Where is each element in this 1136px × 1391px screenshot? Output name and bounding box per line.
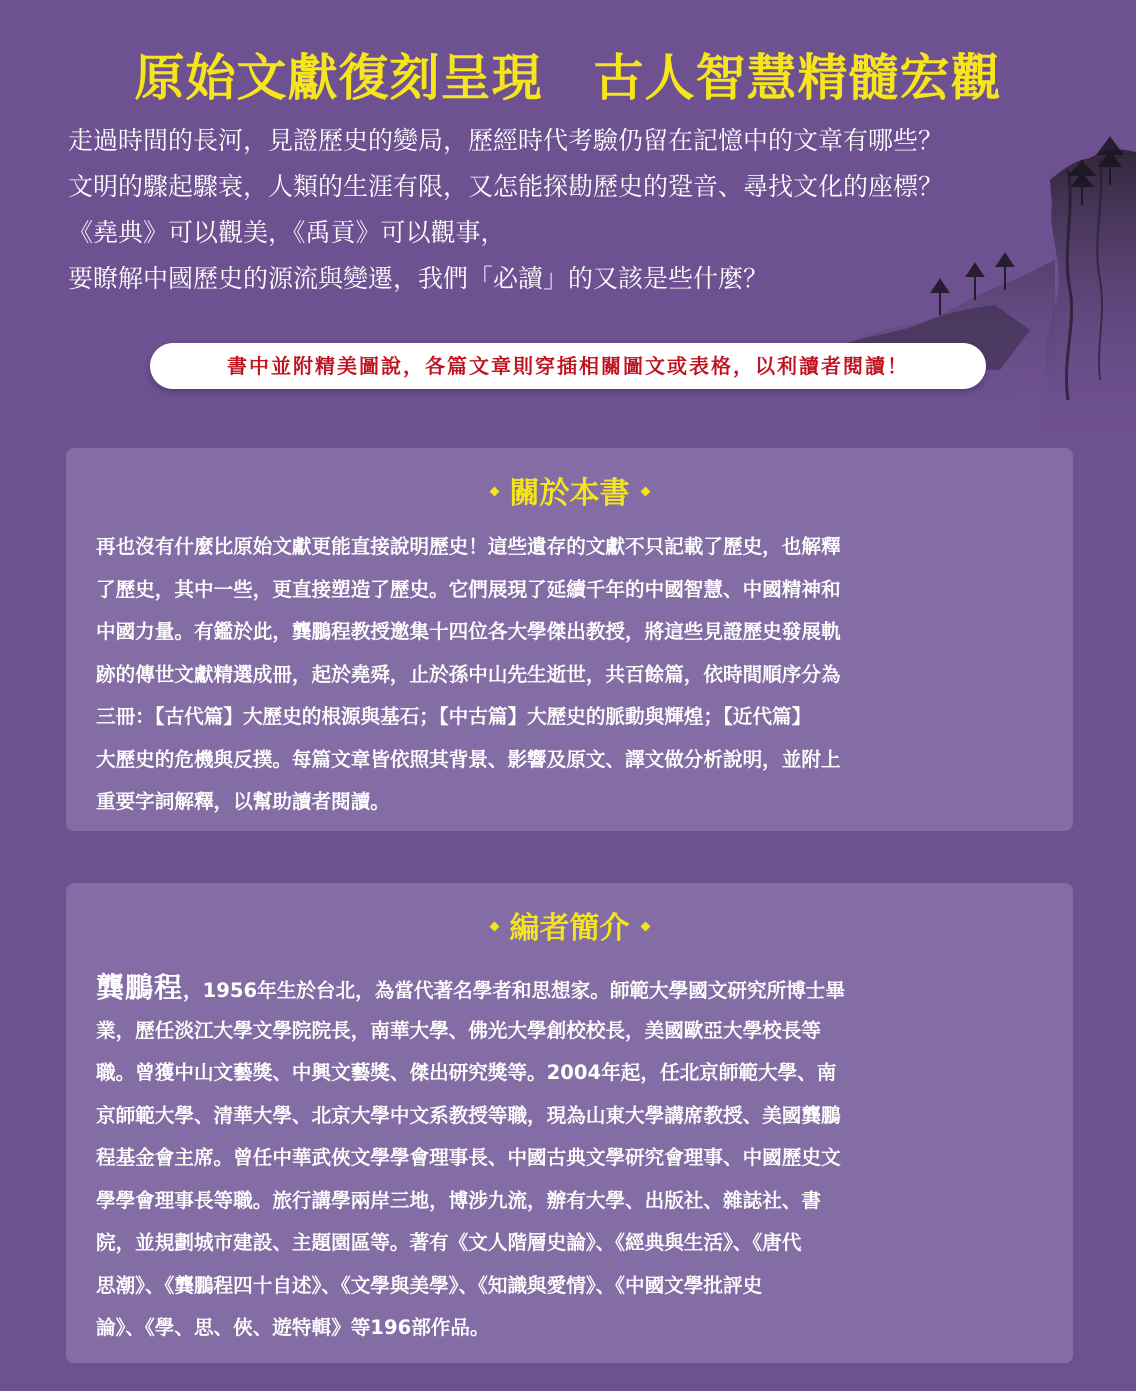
body-line: 業，歷任淡江大學文學院院長，南華大學、佛光大學創校校長，美國歐亞大學校長等 (96, 1018, 821, 1042)
editor-profile-title: 編者簡介 (509, 911, 630, 946)
body-line: 程基金會主席。曾任中華武俠文學學會理事長、中國古典文學研究會理事、中國歷史文 (96, 1146, 841, 1169)
editor-profile-panel (66, 883, 1073, 1363)
body-line: 京師範大學、清華大學、北京大學中文系教授等職，現為山東大學講席教授、美國龔鵬 (96, 1103, 841, 1127)
body-line: 重要字詞解釋，以幫助讀者閱讀。 (96, 790, 390, 813)
body-line: 院，並規劃城市建設、主題園區等。著有《文人階層史論》、《經典與生活》、《唐代 (96, 1231, 802, 1254)
body-line: 跡的傳世文獻精選成冊，起於堯舜，止於孫中山先生逝世，共百餘篇，依時間順序分為 (96, 662, 841, 686)
body-line: 論》、《學、思、俠、遊特輯》等196部作品。 (96, 1316, 490, 1339)
body-line: 中國力量。有鑑於此，龔鵬程教授邀集十四位各大學傑出教授，將這些見證歷史發展軌 (96, 620, 841, 643)
body-line: 職。曾獲中山文藝獎、中興文藝獎、傑出研究獎等。2004年起，任北京師範大學、南 (96, 1061, 837, 1084)
intro-line: 要瞭解中國歷史的源流與變遷，我們「必讀」的又該是些什麼？ (68, 264, 769, 293)
editor-profile-heading (66, 907, 1073, 951)
body-line: 三冊：【古代篇】大歷史的根源與基石；【中古篇】大歷史的脈動與輝煌；【近代篇】 (96, 705, 812, 728)
about-book-title: 關於本書 (509, 476, 630, 511)
diamond-bullet-icon (640, 922, 650, 932)
intro-line: 走過時間的長河，見證歷史的變局，歷經時代考驗仍留在記憶中的文章有哪些？ (68, 126, 944, 155)
about-book-text (96, 526, 1046, 824)
editor-first-line: ，1956年生於台北，為當代著名學者和思想家。師範大學國文研究所博士畢 (183, 979, 845, 1002)
editor-name: 龔鵬程 (96, 971, 184, 1004)
intro-line: 《堯典》可以觀美，《禹貢》可以觀事， (68, 218, 506, 247)
intro-paragraph (68, 118, 1068, 302)
body-line: 了歷史，其中一些，更直接塑造了歷史。它們展現了延續千年的中國智慧、中國精神和 (96, 577, 841, 601)
body-line: 學學會理事長等職。旅行講學兩岸三地，博涉九流，辦有大學、出版社、雜誌社、書 (96, 1188, 821, 1212)
editor-profile-text (96, 967, 1046, 1350)
diamond-bullet-icon (489, 487, 499, 497)
body-line: 大歷史的危機與反撲。每篇文章皆依照其背景、影響及原文、譯文做分析說明，並附上 (96, 747, 841, 771)
body-line: 思潮》、《龔鵬程四十自述》、《文學與美學》、《知識與愛情》、《中國文學批評史 (96, 1273, 763, 1297)
intro-line: 文明的驟起驟衰，人類的生涯有限，又怎能探勘歷史的跫音、尋找文化的座標？ (68, 172, 944, 201)
illustration-note-banner: 書中並附精美圖說，各篇文章則穿插相關圖文或表格，以利讀者閱讀！ (150, 343, 986, 389)
diamond-bullet-icon (489, 922, 499, 932)
page-headline: 原始文獻復刻呈現 古人智慧精髓宏觀 (134, 48, 1002, 107)
body-line (96, 967, 1046, 1010)
about-book-heading (66, 472, 1073, 516)
about-book-panel (66, 448, 1073, 831)
diamond-bullet-icon (640, 487, 650, 497)
body-line: 再也沒有什麼比原始文獻更能直接說明歷史！這些遺存的文獻不只記載了歷史，也解釋 (96, 535, 841, 558)
